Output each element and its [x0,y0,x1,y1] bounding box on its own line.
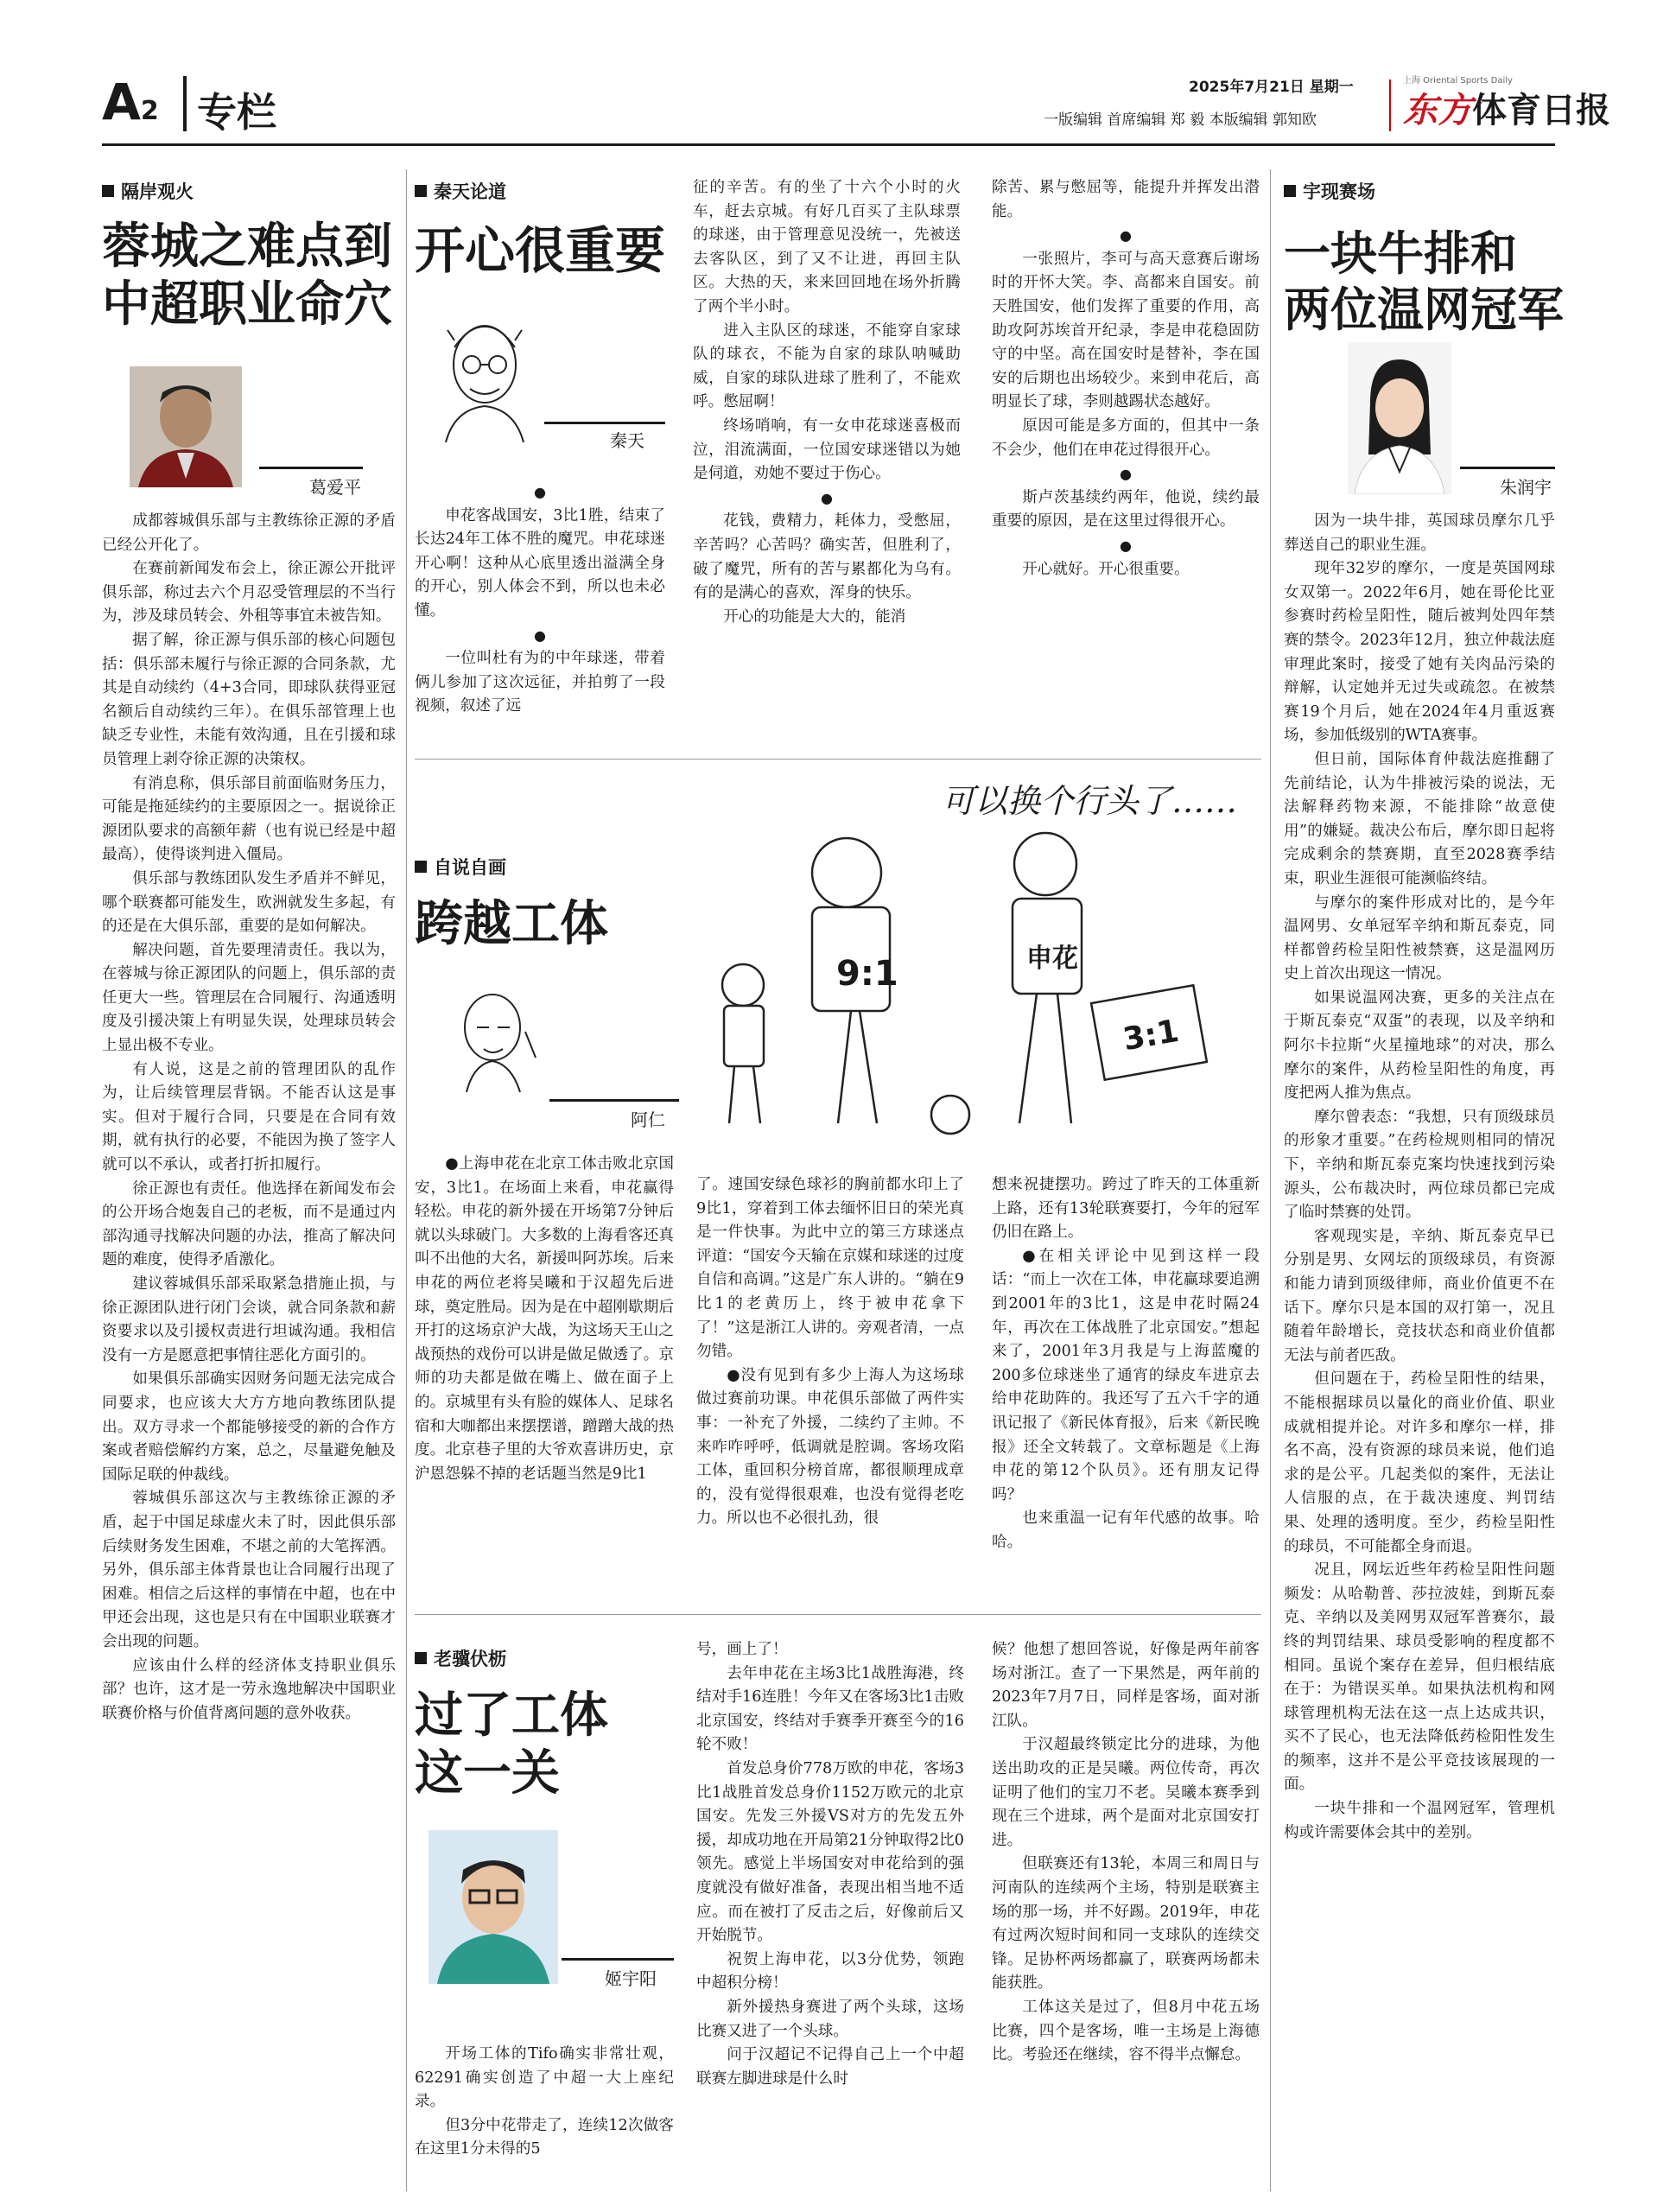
byline-rule [259,467,363,469]
author-name: 葛爱平 [309,477,361,498]
author-name: 姬宇阳 [605,1968,657,1989]
issue-date: 2025年7月21日 星期一 [1189,79,1354,96]
paragraph-bullet: ● [1120,537,1132,554]
article-body: ● 申花客战国安，3比1胜，结束了长达24年工体不胜的魔咒。申花球迷开心啊！这种从心底里透出溢满全身的开心，别人体会不到，所以也未必懂。 ● 一位叫杜有为的中年球迷，带着俩儿参加了这次远征，并拍剪了一段视频，叙述了远 [415,480,665,719]
column-separator [406,169,407,2191]
article-body: 成都蓉城俱乐部与主教练徐正源的矛盾已经公开化了。 在赛前新闻发布会上，徐正源公开批评俱乐部，称过去六个月忍受管理层的不当行为，涉及球员转会、外租等事宜未被告知。 据了解，徐正源与俱乐部的核心问题包括：俱乐部未履行与徐正源的合同条款，尤其是自动续约（4+3合同，即球队获得亚冠名额后自动续约三年）。在俱乐部管理上也缺乏专业性，未能有效沟通，且在引援和球员管理上剥夺徐正源的决策权。 有消息称，俱乐部目前面临财务压力，可能是拖延续约的主要原因之一。据说徐正源团队要求的高额年薪（也有说已经是中超最高），使得谈判进入僵局。 俱乐部与教练团队发生矛盾并不鲜见，哪个联赛都可能发生，欧洲就发生多起，有的还是在大俱乐部，重要的是如何解决。 解决问题，首先要理清责任。我以为，在蓉城与徐正源团队的问题上，俱乐部的责任更大一些。管理层在合同履行、沟通透明度及引援决策上有明显失误，处理球员转会上显出极不专业。 有人说，这是之前的管理团队的乱作为，让后续管理层背锅。不能否认这是事实。但对于履行合同，只要是在合同有效期，就有执行的必要，不能因为换了签字人就可以不承认，或者打折扣履行。 徐正源也有责任。他选择在新闻发布会的公开场合炮轰自己的老板，而不是通过内部沟通寻找解决问题的办法，推高了解决问题的难度，使得矛盾激化。 建议蓉城俱乐部采取紧急措施止损，与徐正源团队进行闭门会谈，就合同条款和薪资要求以及引援权责进行坦诚沟通。我相信没有一方是愿意把事情往恶化方面引的。 如果俱乐部确实因财务问题无法完成合同要求，也应该大大方方地向教练团队提出。双方寻求一个都能够接受的新的合作方案或者赔偿解约方案，总之，尽量避免触及国际足联的仲裁线。 蓉城俱乐部这次与主教练徐正源的矛盾，起于中国足球虚火未了时，因此俱乐部后续财务发生困难，不堪之前的大笔挥洒。另外，俱乐部主体背景也让合同履行出现了困难。相信之后这样的事情在中超，也在中甲还会出现，这也是只有在中国职业联赛才会出现的问题。 应该由什么样的经济体支持职业俱乐部？也许，这才是一劳永逸地解决中国职业联赛价格与价值背离问题的意外收获。 [102,512,396,1722]
header-rule [102,143,1555,146]
article-body: 因为一块牛排，英国球员摩尔几乎葬送自己的职业生涯。 现年32岁的摩尔，一度是英国网球女双第一。2022年6月，她在哥伦比亚参赛时药检呈阳性，随后被判处四年禁赛的禁令。2023年12月，独立仲裁法庭审理此案时，接受了她有关肉品污染的辩解，认定她并无过失或疏忽。在被禁赛19个月后，她在2024年4月重返赛场，参加低级别的WTA赛事。 但日前，国际体育仲裁法庭推翻了先前结论，认为牛排被污染的说法，无法解释药物来源，不能排除“故意使用”的嫌疑。裁决公布后，摩尔即日起将完成剩余的禁赛期，直至2028赛季结束，职业生涯很可能濒临终结。 与摩尔的案件形成对比的，是今年温网男、女单冠军辛纳和斯瓦泰克，同样都曾药检呈阳性被禁赛，这是温网历史上首次出现这一情况。 如果说温网决赛，更多的关注点在于斯瓦泰克“双蛋”的表现，以及辛纳和阿尔卡拉斯“火星撞地球”的对决，那么摩尔的案件，从药检呈阳性的角度，再度把两人推为焦点。 摩尔曾表态：“我想，只有顶级球员的形象才重要。”在药检规则相同的情况下，辛纳和斯瓦泰克案均快速找到污染源头，公布裁决时，两位球员都已完成了临时禁赛的处罚。 客观现实是，辛纳、斯瓦泰克早已分别是男、女网坛的顶级球员，有资源和能力请到顶级律师，商业价值更不在话下。摩尔只是本国的双打第一，况且随着年龄增长，竞技状态和商业价值都无法与前者匹敌。 但问题在于，药检呈阳性的结果，不能根据球员以量化的商业价值、职业成就相提并论。对许多和摩尔一样，排名不高，没有资源的球员来说，他们追求的是公平。几起类似的案件，无法让人信服的点，在于裁决速度、判罚结果、处理的透明度。至少，药检呈阳性的球员，不可能都全身而退。 况且，网坛近些年药检呈阳性问题频发：从哈勒普、莎拉波娃，到斯瓦泰克、辛纳以及美网男双冠军普赛尔，最终的判罚结果、球员受影响的程度都不相同。虽说个案存在差异，但归根结底在于：为错误买单。如果执法机构和网球管理机构无法在这一点上达成共识，买不了民心，也无法降低药检阳性发生的频率，这并不是公平竞技该展现的一面。 一块牛排和一个温网冠军，管理机构或许需要体会其中的差别。 [1284,512,1555,1841]
paragraph-bullet: ● [534,484,546,500]
article-headline: 过了工体 这一关 [415,1688,608,1802]
paragraph-bullet: ● [534,626,546,644]
column-tag: 老骥伏枥 [415,1645,506,1671]
author-name: 秦天 [610,430,644,451]
article-headline: 开心很重要 [415,221,666,280]
author-photo [429,1830,558,1984]
article-headline: 蓉城之难点到 中超职业命穴 [102,219,392,334]
editors-line: 一版编辑 首席编辑 郑 毅 本版编辑 郭知欧 [1044,111,1317,129]
byline-rule [1460,467,1555,469]
article-body: 了。速国安绿色球衫的胸前都水印上了9比1，穿着到工体去缅怀旧日的荣光真是一件快事。为此中立的第三方球迷点评道：“国安今天输在京媒和球迷的过度自信和高调。”这是广东人讲的。“躺在9比1的老黄历上，终于被申花拿下了！”这是浙江人讲的。旁观者清，一点勿错。 ●没有见到有多少上海人为这场球做过赛前功课。申花俱乐部做了两件实事：一补充了外援，二续约了主帅。不来咋咋呼呼，低调就是腔调。客场攻陷工体，重回积分榜首席，都很顺理成章的，没有觉得很艰难，也没有觉得老吃力。所以也不必很扎劲，很 [696,1176,964,1528]
column-tag: 自说自画 [415,854,506,880]
section-separator [415,759,1261,760]
article-headline: 跨越工体 [415,896,608,952]
article-body: 号，画上了！ 去年申花在主场3比1战胜海港，终结对手16连胜！今年又在客场3比1击败北京国安，终结对手赛季开赛至今的16轮不败！ 首发总身价778万欧的申花，客场3比1战胜首发总身价1152万欧元的北京国安。先发三外援VS对方的先发五外援，却成功地在开局第21分钟取得2比0领先。感觉上半场国安对申花给到的强度就没有做好准备，表现出相当地不适应。而在被打了反击之后，好像前后又开始脱节。 祝贺上海申花，以3分优势，领跑中超积分榜！ 新外援热身赛进了两个头球，这场比赛又进了一个头球。 问于汉超记不记得自己上一个中超联赛左脚进球是什么时 [696,1641,964,2088]
logo-subtitle: 上海 Oriental Sports Daily [1403,76,1513,86]
logo-divider [1389,79,1391,131]
author-photo [130,366,242,487]
byline-rule [544,422,665,424]
article-body: 除苦、累与憋屈等，能提升并挥发出潜能。 ● 一张照片，李可与高天意赛后谢场时的开怀大笑。李、高都来自国安。前天胜国安，他们发挥了重要的作用，高助攻阿苏埃首开纪录，李是申花稳固防守的中坚。高在国安时是替补，李在国安的后期也出场较少。来到申花后，高明显长了球，李则越踢状态越好。 原因可能是多方面的，但其中一条不会少，他们在申花过得很开心。 ● 斯卢茨基续约两年，他说，续约最重要的原因，是在这里过得很开心。 ● 开心就好。开心很重要。 [992,179,1260,578]
paragraph-bullet: ● [821,489,833,506]
cartoon-sign-text: 3:1 [1120,1013,1182,1058]
cartoon-caption: 可以换个行头了…… [942,782,1238,820]
author-caricature [429,304,541,442]
header-divider [183,76,187,131]
paragraph-bullet: ● [1120,227,1132,245]
page-number: A2 [102,73,159,131]
article-body: 征的辛苦。有的坐了十六个小时的火车，赶去京城。有好几百买了主队球票的球迷，由于管理意见没统一，先被送去客队区，到了又不让进，再回主队区。大热的天，来来回回地在场外折腾了两个半小时。 进入主队区的球迷，不能穿自家球队的球衣，不能为自家的球队呐喊助威，自家的球队进球了胜利了，不能欢呼。憋屈啊！ 终场哨响，有一女申花球迷喜极而泣，泪流满面，一位国安球迷错以为她是伺道，劝她不要过于伤心。 ● 花钱，费精力，耗体力，受憋屈，辛苦吗？心苦吗？确实苦，但胜利了，破了魔咒，所有的苦与累都化为乌有。有的是满心的喜欢，浑身的快乐。 开心的功能是大大的，能消 [693,179,961,626]
column-separator [1270,169,1271,2191]
column-tag: 宇现赛场 [1284,178,1375,204]
column-tag: 秦天论道 [415,178,506,204]
article-headline: 一块牛排和 两位温网冠军 [1284,226,1564,337]
section-name: 专栏 [197,89,276,136]
newspaper-logo: 东方体育日报 [1403,91,1610,130]
article-body: ●上海申花在北京工体击败北京国安，3比1。在场面上来看，申花赢得轻松。申花的新外援在开场第7分钟后就以头球破门。大多数的上海看客还真叫不出他的大名，新援叫阿苏埃。后来申花的两位老将吴曦和于汉超先后进球，奠定胜局。因为是在中超刚歇期后开打的这场京沪大战，为这场天王山之战预热的戏份可以讲是做足做透了。京师的功夫都是做在嘴上、做在面子上的。京城里有头有脸的媒体人、足球名宿和大咖都出来摆摆谱，蹭蹭大战的热度。北京巷子里的大爷欢喜讲历史，京沪恩怨躲不掉的老话题当然是9比1 [415,1155,674,1483]
cartoon-shirt-text: 申花 [1026,944,1078,974]
byline-rule [549,1099,679,1102]
byline-rule [562,1958,674,1961]
cartoon-shirt-text: 9:1 [836,954,898,994]
author-caricature [449,980,544,1092]
paragraph-bullet: ● [1120,466,1132,483]
article-body: 开场工体的Tifo确实非常壮观，62291确实创造了中超一大上座纪录。 但3分中花带走了，连续12次做客在这里1分未得的5 [415,2045,674,2158]
author-photo [1348,342,1451,494]
author-name: 朱润宇 [1500,477,1552,498]
column-tag: 隔岸观火 [102,178,194,204]
author-name: 阿仁 [631,1109,665,1130]
article-body: 想来祝捷摆功。跨过了昨天的工体重新上路，还有13轮联赛要打，今年的冠军仍旧在路上。 ●在相关评论中见到这样一段话：“而上一次在工体，申花赢球要追溯到2001年的3比1，这是申花时隔24年，再次在工体战胜了北京国安。”想起来了，2001年3月我是与上海蓝魔的200多位球迷坐了通宵的绿皮车进京去给申花助阵的。我还写了五六千字的通讯记报了《新民体育报》，后来《新民晚报》还全文转载了。文章标题是《上海申花的第12个队员》。还有朋友记得吗？ 也来重温一记有年代感的故事。哈哈。 [992,1176,1260,1551]
section-separator [415,1614,1261,1615]
cartoon-illustration [691,812,1244,1158]
article-body: 候？他想了想回答说，好像是两年前客场对浙江。查了一下果然是，两年前的2023年7月7日，同样是客场，面对浙江队。 于汉超最终锁定比分的进球，为他送出助攻的正是吴曦。两位传奇，再次证明了他们的宝刀不老。吴曦本赛季到现在三个进球，两个是面对北京国安打进。 但联赛还有13轮，本周三和周日与河南队的连续两个主场，特别是联赛主场的那一场，并不好踢。2019年，申花有过两次短时间和同一支球队的连续交锋。足协杯两场都赢了，联赛两场都未能获胜。 工体这关是过了，但8月中花五场比赛，四个是客场，唯一主场是上海德比。考验还在继续，容不得半点懈怠。 [992,1641,1260,2064]
